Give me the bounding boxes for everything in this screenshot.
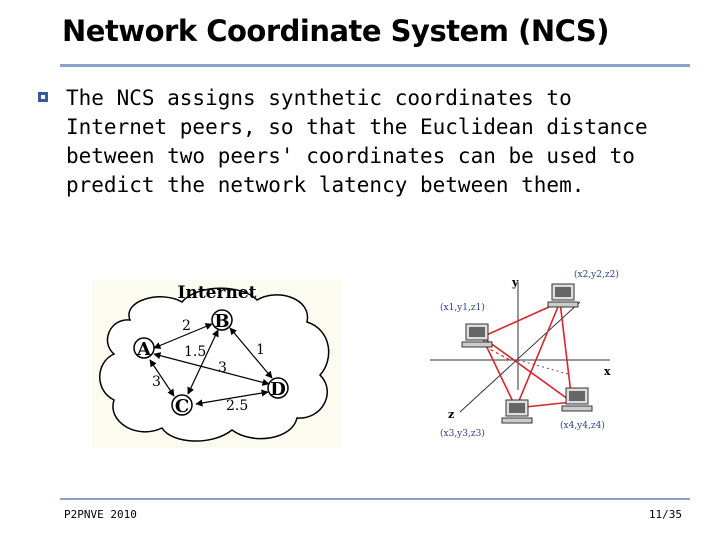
title-divider xyxy=(60,64,690,67)
coordinate-space-diagram xyxy=(420,262,625,442)
computer-icon xyxy=(502,400,532,423)
edge-label-cd: 2.5 xyxy=(226,398,249,414)
slide-number: 11/35 xyxy=(648,508,682,521)
peer3-label: (x3,y3,z3) xyxy=(440,429,485,439)
edge-label-ab: 2 xyxy=(182,318,191,334)
peer1-label: (x1,y1,z1) xyxy=(440,303,485,313)
footer-conference: P2PNVE 2010 xyxy=(64,508,137,521)
bullet-text: The NCS assigns synthetic coordinates to Internet peers, so that the Euclidean distance between two peers' coordinates can be used to predict the network latency between them. xyxy=(66,86,648,197)
cloud-label: Internet xyxy=(177,283,257,303)
bullet-square-icon xyxy=(38,92,48,102)
peer4-label: (x4,y4,z4) xyxy=(560,421,605,431)
y-axis-label: y xyxy=(512,276,519,289)
distance-line-13 xyxy=(482,337,516,408)
x-axis-label: x xyxy=(604,365,611,378)
distance-line-24 xyxy=(560,302,572,402)
edge-label-ad: 1.5 xyxy=(184,344,207,360)
slide-title: Network Coordinate System (NCS) xyxy=(62,14,610,48)
computer-icon xyxy=(462,324,492,347)
z-axis-label: z xyxy=(448,408,455,421)
node-b-label: B xyxy=(214,311,230,332)
edge-label-bc: 3 xyxy=(218,360,227,376)
computer-icon xyxy=(562,388,592,411)
node-d-label: D xyxy=(270,379,286,400)
internet-latency-diagram xyxy=(92,280,342,448)
edge-label-ac: 3 xyxy=(152,374,161,390)
node-a-label: A xyxy=(137,339,151,360)
node-c-label: C xyxy=(174,396,190,417)
guide-line xyxy=(518,360,568,374)
distance-line-14 xyxy=(482,337,572,402)
edge-label-bd: 1 xyxy=(256,342,265,358)
computer-icon xyxy=(548,284,578,307)
footer-divider xyxy=(60,498,690,500)
peer2-label: (x2,y2,z2) xyxy=(574,270,619,280)
